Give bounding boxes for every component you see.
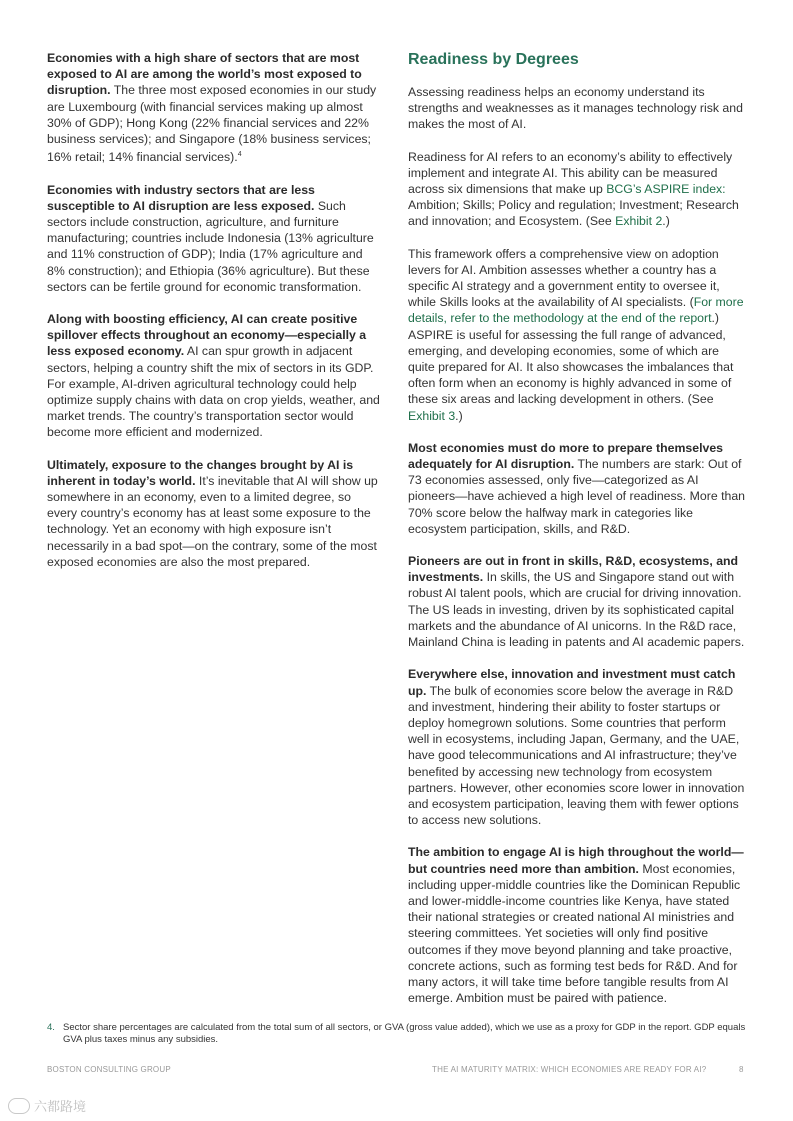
footer-publisher: BOSTON CONSULTING GROUP [47, 1065, 171, 1074]
methodology-link[interactable]: For more details, refer to the methodology at the end of the report [408, 295, 744, 326]
section-heading: Readiness by Degrees [408, 51, 579, 68]
paragraph-aspire-definition [408, 149, 746, 230]
footnote [47, 1022, 747, 1046]
paragraph-lead: Economies with industry sectors that are less susceptible to AI disruption are less exposed. [47, 182, 315, 213]
page-number: 8 [739, 1065, 744, 1074]
paragraph-text: It’s inevitable that AI will show up somewhere in an economy, even to a limited degree, so every country’s economy has at least some exposure to the technology. Yet an economy with high exposure isn’t necessarily in a bad spot—on the contrary, some of the most exposed economies are also the most prepared. [47, 473, 378, 569]
paragraph-lead: Ultimately, exposure to the changes brought by AI is inherent in today’s world. [47, 457, 354, 488]
paragraph-text: .) [662, 214, 670, 229]
paragraph-text: .) ASPIRE is useful for assessing the full range of advanced, emerging, and developing economies, some of which are quite prepared for AI. It also showcases the imbalances that often form when an economy is highly advanced in some of these six areas and lacking development in others. (See [408, 311, 734, 407]
paragraph-exposure [47, 457, 383, 570]
paragraph-text: Readiness for AI refers to an economy’s ability to effectively implement and integrate AI. This ability can be measured across six dimensions that make up [408, 149, 733, 197]
paragraph-text: AI can spur growth in adjacent sectors, helping a country shift the mix of sectors in its GDP. For example, AI-driven agricultural technology could help optimize supply chains with data on crop yields, weather, and market trends. The country’s transportation sector would become more efficient and modernized. [47, 344, 380, 440]
paragraph-text: Most economies, including upper-middle countries like the Dominican Republic and lower-middle-income countries like Kenya, have stated their national strategies or created national AI ministries and steering committees. Yet societies will only find positive outcomes if they move beyond planning and take proactive, concrete actions, such as forming test beds for R&D. And for many actors, it will take time before tangible results from AI emerge. Ambition must be paired with patience. [408, 861, 741, 1006]
paragraph-most-economies [408, 440, 746, 537]
exhibit-3-link[interactable]: Exhibit 3 [408, 408, 456, 423]
paragraph-lead: Pioneers are out in front in skills, R&D, ecosystems, and investments. [408, 554, 739, 585]
paragraph-ambition [408, 844, 746, 1006]
footnote-text: Sector share percentages are calculated from the total sum of all sectors, or GVA (gross value added), which we use as a proxy for GDP in the report. GDP equals GVA plus taxes minus any subsidies. [63, 1022, 746, 1045]
paragraph-pioneers [408, 553, 746, 650]
paragraph-lead: Along with boosting efficiency, AI can create positive spillover effects throughout an economy—especially a less exposed economy. [47, 311, 367, 359]
watermark-text: 六都路境 [34, 1099, 87, 1114]
left-column [47, 50, 383, 586]
paragraph-framework [408, 246, 746, 424]
paragraph-lead: Economies with a high share of sectors that are most exposed to AI are among the world’s most exposed to disruption. [47, 51, 362, 98]
footer-report-title: THE AI MATURITY MATRIX: WHICH ECONOMIES ARE READY FOR AI? [432, 1065, 707, 1074]
paragraph-lead: Everywhere else, innovation and investment must catch up. [408, 667, 736, 698]
paragraph-text: In skills, the US and Singapore stand out with robust AI talent pools, which are crucial for driving innovation. The US leads in investing, driven by its sophisticated capital markets and the abundance of AI unicorns. In the R&D race, Mainland China is leading in patents and AI academic papers. [408, 570, 745, 650]
paragraph-text: The three most exposed economies in our study are Luxembourg (with financial services making up almost 30% of GDP); Hong Kong (22% financial services and 22% business services); and Singapore (18% business services; 16% retail; 14% financial services). [47, 83, 377, 165]
paragraph-lead: Most economies must do more to prepare themselves adequately for AI disruption. [408, 440, 724, 472]
footnote-number: 4. [47, 1022, 55, 1033]
paragraph-text: Such sectors include construction, agriculture, and furniture manufacturing; countries include Indonesia (13% agriculture and 11% construction of GDP); India (17% agriculture and 8% construction); and Ethiopia (36% agriculture). But these sectors can be fertile ground for economic transformation. [47, 198, 374, 294]
aspire-index-link[interactable]: BCG’s ASPIRE index: [606, 182, 726, 197]
paragraph-lead: The ambition to engage AI is high throughout the world—but countries need more than ambition. [408, 845, 744, 876]
paragraph-text: The bulk of economies score below the average in R&D and investment, hindering their ability to foster startups or deploy homegrown solutions. Some countries that perform well in ecosystems, including Japan, Germany, and the UAE, have good telecommunications and AI infrastructure; they’ve benefited by accessing new technology from ecosystem partners. However, other economies score lower in innovation and ecosystem participation, leaving them with fewer options to access new solutions. [408, 683, 745, 828]
watermark-logo-icon [8, 1098, 30, 1114]
watermark [8, 1096, 86, 1115]
right-column [408, 50, 746, 1022]
paragraph-innovation [408, 666, 746, 828]
paragraph-luxembourg [47, 50, 383, 166]
paragraph-text: .) [455, 408, 463, 423]
footnote-ref[interactable]: 4 [237, 151, 242, 159]
paragraph-text: The numbers are stark: Out of 73 economies assessed, only five—categorized as AI pioneers—have achieved a high level of readiness. More than 70% score below the halfway mark in categories like ecosystem participation, skills, and R&D. [408, 457, 746, 536]
exhibit-2-link[interactable]: Exhibit 2 [615, 214, 663, 229]
paragraph-text: Ambition; Skills; Policy and regulation; Investment; Research and innovation; and Ecosystem. (See [408, 198, 739, 229]
paragraph-text: This framework offers a comprehensive view on adoption levers for AI. Ambition assesses whether a country has a specific AI strategy and a government entity to oversee it, while Skills looks at the availability of AI specialists. ( [408, 246, 720, 310]
paragraph-assessing: Assessing readiness helps an economy understand its strengths and weaknesses as it manages technology risk and makes the most of AI. [408, 85, 743, 132]
paragraph-spillover [47, 311, 383, 441]
paragraph-less-susceptible [47, 182, 383, 295]
